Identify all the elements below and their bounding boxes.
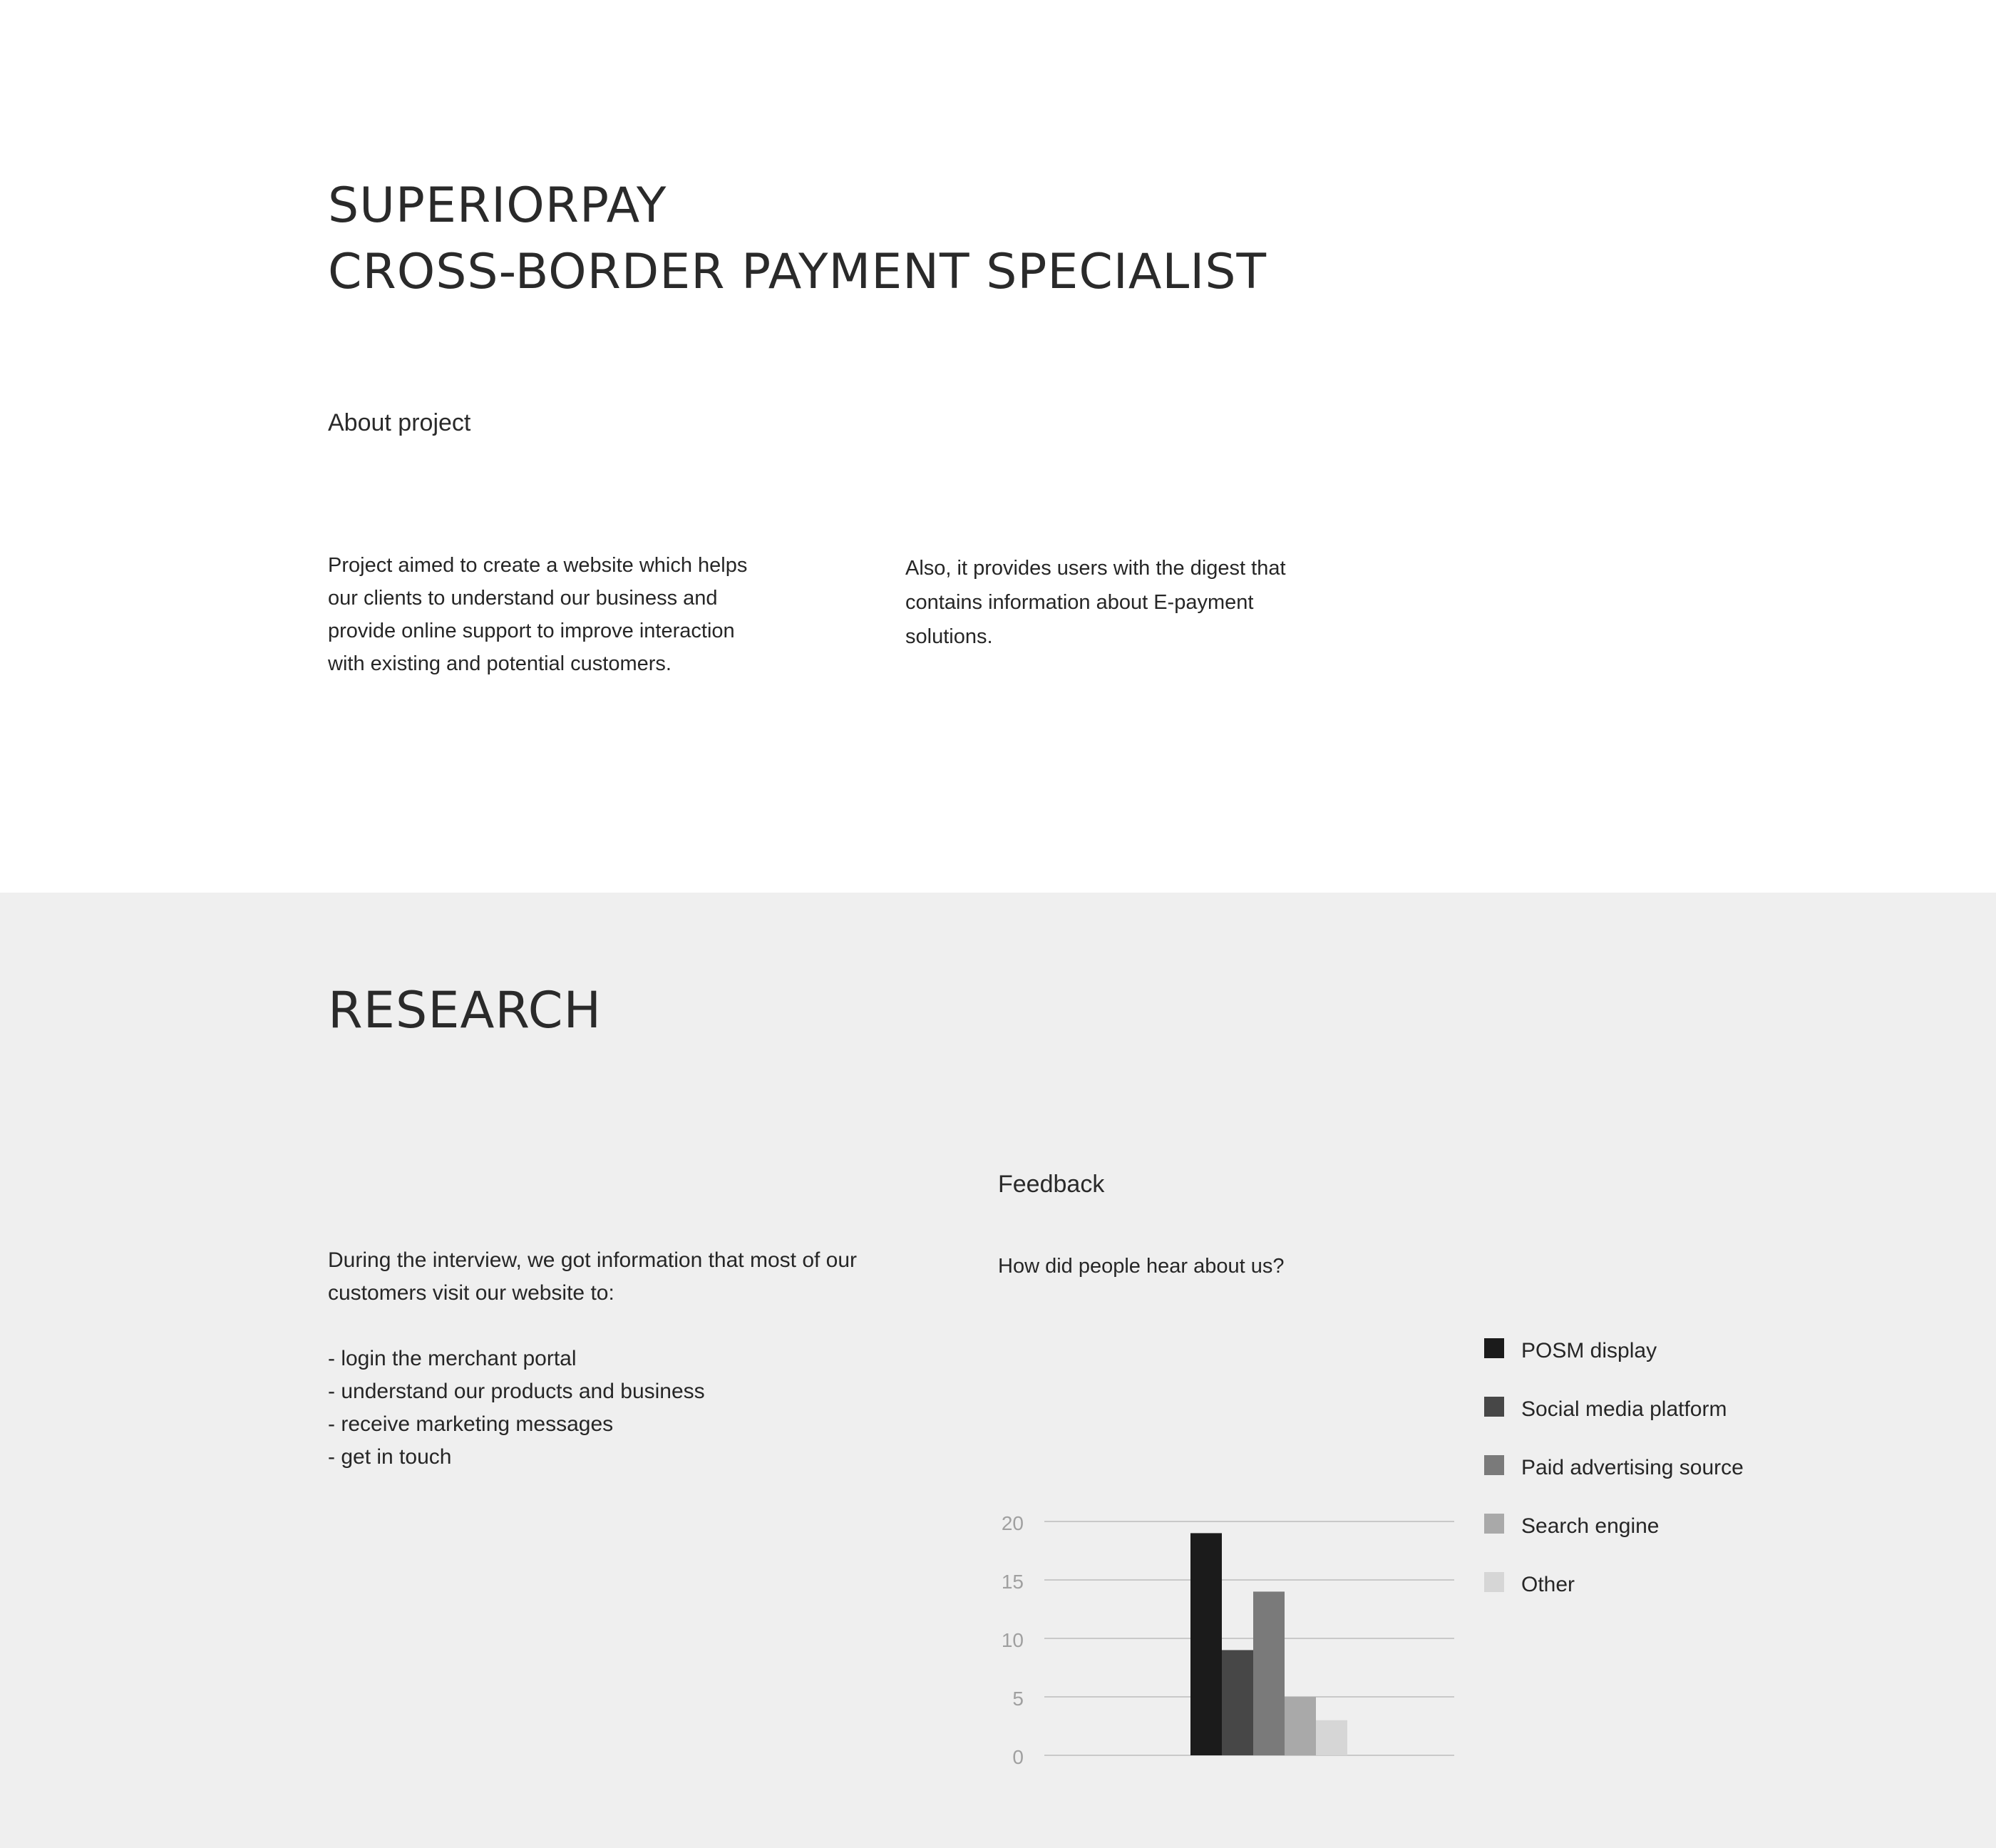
goal-item: - login the merchant portal: [328, 1343, 870, 1375]
legend-swatch: [1484, 1338, 1504, 1358]
legend-swatch: [1484, 1572, 1504, 1592]
interview-summary: [328, 1244, 870, 1474]
legend-item: [1484, 1497, 1841, 1556]
about-text-left: Project aimed to create a website which helps our clients to understand our business and provide online support to improve interaction with existing and potential customers.: [328, 554, 748, 675]
chart-bar: [1190, 1533, 1222, 1755]
interview-intro: During the interview, we got information that most of our customers visit our website to:: [328, 1248, 858, 1305]
project-title-line-1: SUPERIORPAY: [328, 178, 667, 234]
project-title: [328, 173, 1267, 305]
chart-bar: [1316, 1720, 1347, 1755]
chart-bar: [1253, 1591, 1285, 1755]
chart-legend: [1484, 1322, 1841, 1614]
legend-item: [1484, 1556, 1841, 1614]
chart-bar: [1285, 1697, 1316, 1755]
research-title: RESEARCH: [328, 981, 602, 1040]
about-heading: About project: [328, 409, 471, 436]
feedback-heading: Feedback: [998, 1171, 1105, 1198]
research-section: [0, 893, 1996, 1848]
goal-item: - get in touch: [328, 1441, 870, 1474]
legend-item: [1484, 1380, 1841, 1439]
chart-question: How did people hear about us?: [998, 1255, 1285, 1278]
about-text-right: Also, it provides users with the digest that contains information about E-payment solutions.: [905, 557, 1286, 648]
about-section: [0, 0, 1996, 893]
y-tick-label: 15: [1001, 1571, 1024, 1593]
y-tick-label: 0: [1012, 1746, 1024, 1768]
goal-item: - understand our products and business: [328, 1375, 870, 1408]
legend-label: POSM display: [1521, 1339, 1657, 1362]
goal-item: - receive marketing messages: [328, 1408, 870, 1441]
y-tick-label: 5: [1012, 1688, 1024, 1710]
project-title-line-2: CROSS-BORDER PAYMENT SPECIALIST: [328, 244, 1267, 300]
legend-swatch: [1484, 1514, 1504, 1534]
y-tick-label: 20: [1001, 1512, 1024, 1534]
legend-label: Social media platform: [1521, 1397, 1727, 1421]
legend-swatch: [1484, 1397, 1504, 1417]
goals-list: [328, 1343, 870, 1474]
feedback-bar-chart: [984, 1313, 1483, 1784]
legend-item: [1484, 1439, 1841, 1497]
legend-label: Search engine: [1521, 1514, 1660, 1538]
chart-bar: [1222, 1650, 1253, 1755]
legend-swatch: [1484, 1455, 1504, 1475]
legend-item: [1484, 1322, 1841, 1380]
y-tick-label: 10: [1001, 1629, 1024, 1651]
legend-label: Other: [1521, 1573, 1575, 1596]
legend-label: Paid advertising source: [1521, 1456, 1744, 1479]
